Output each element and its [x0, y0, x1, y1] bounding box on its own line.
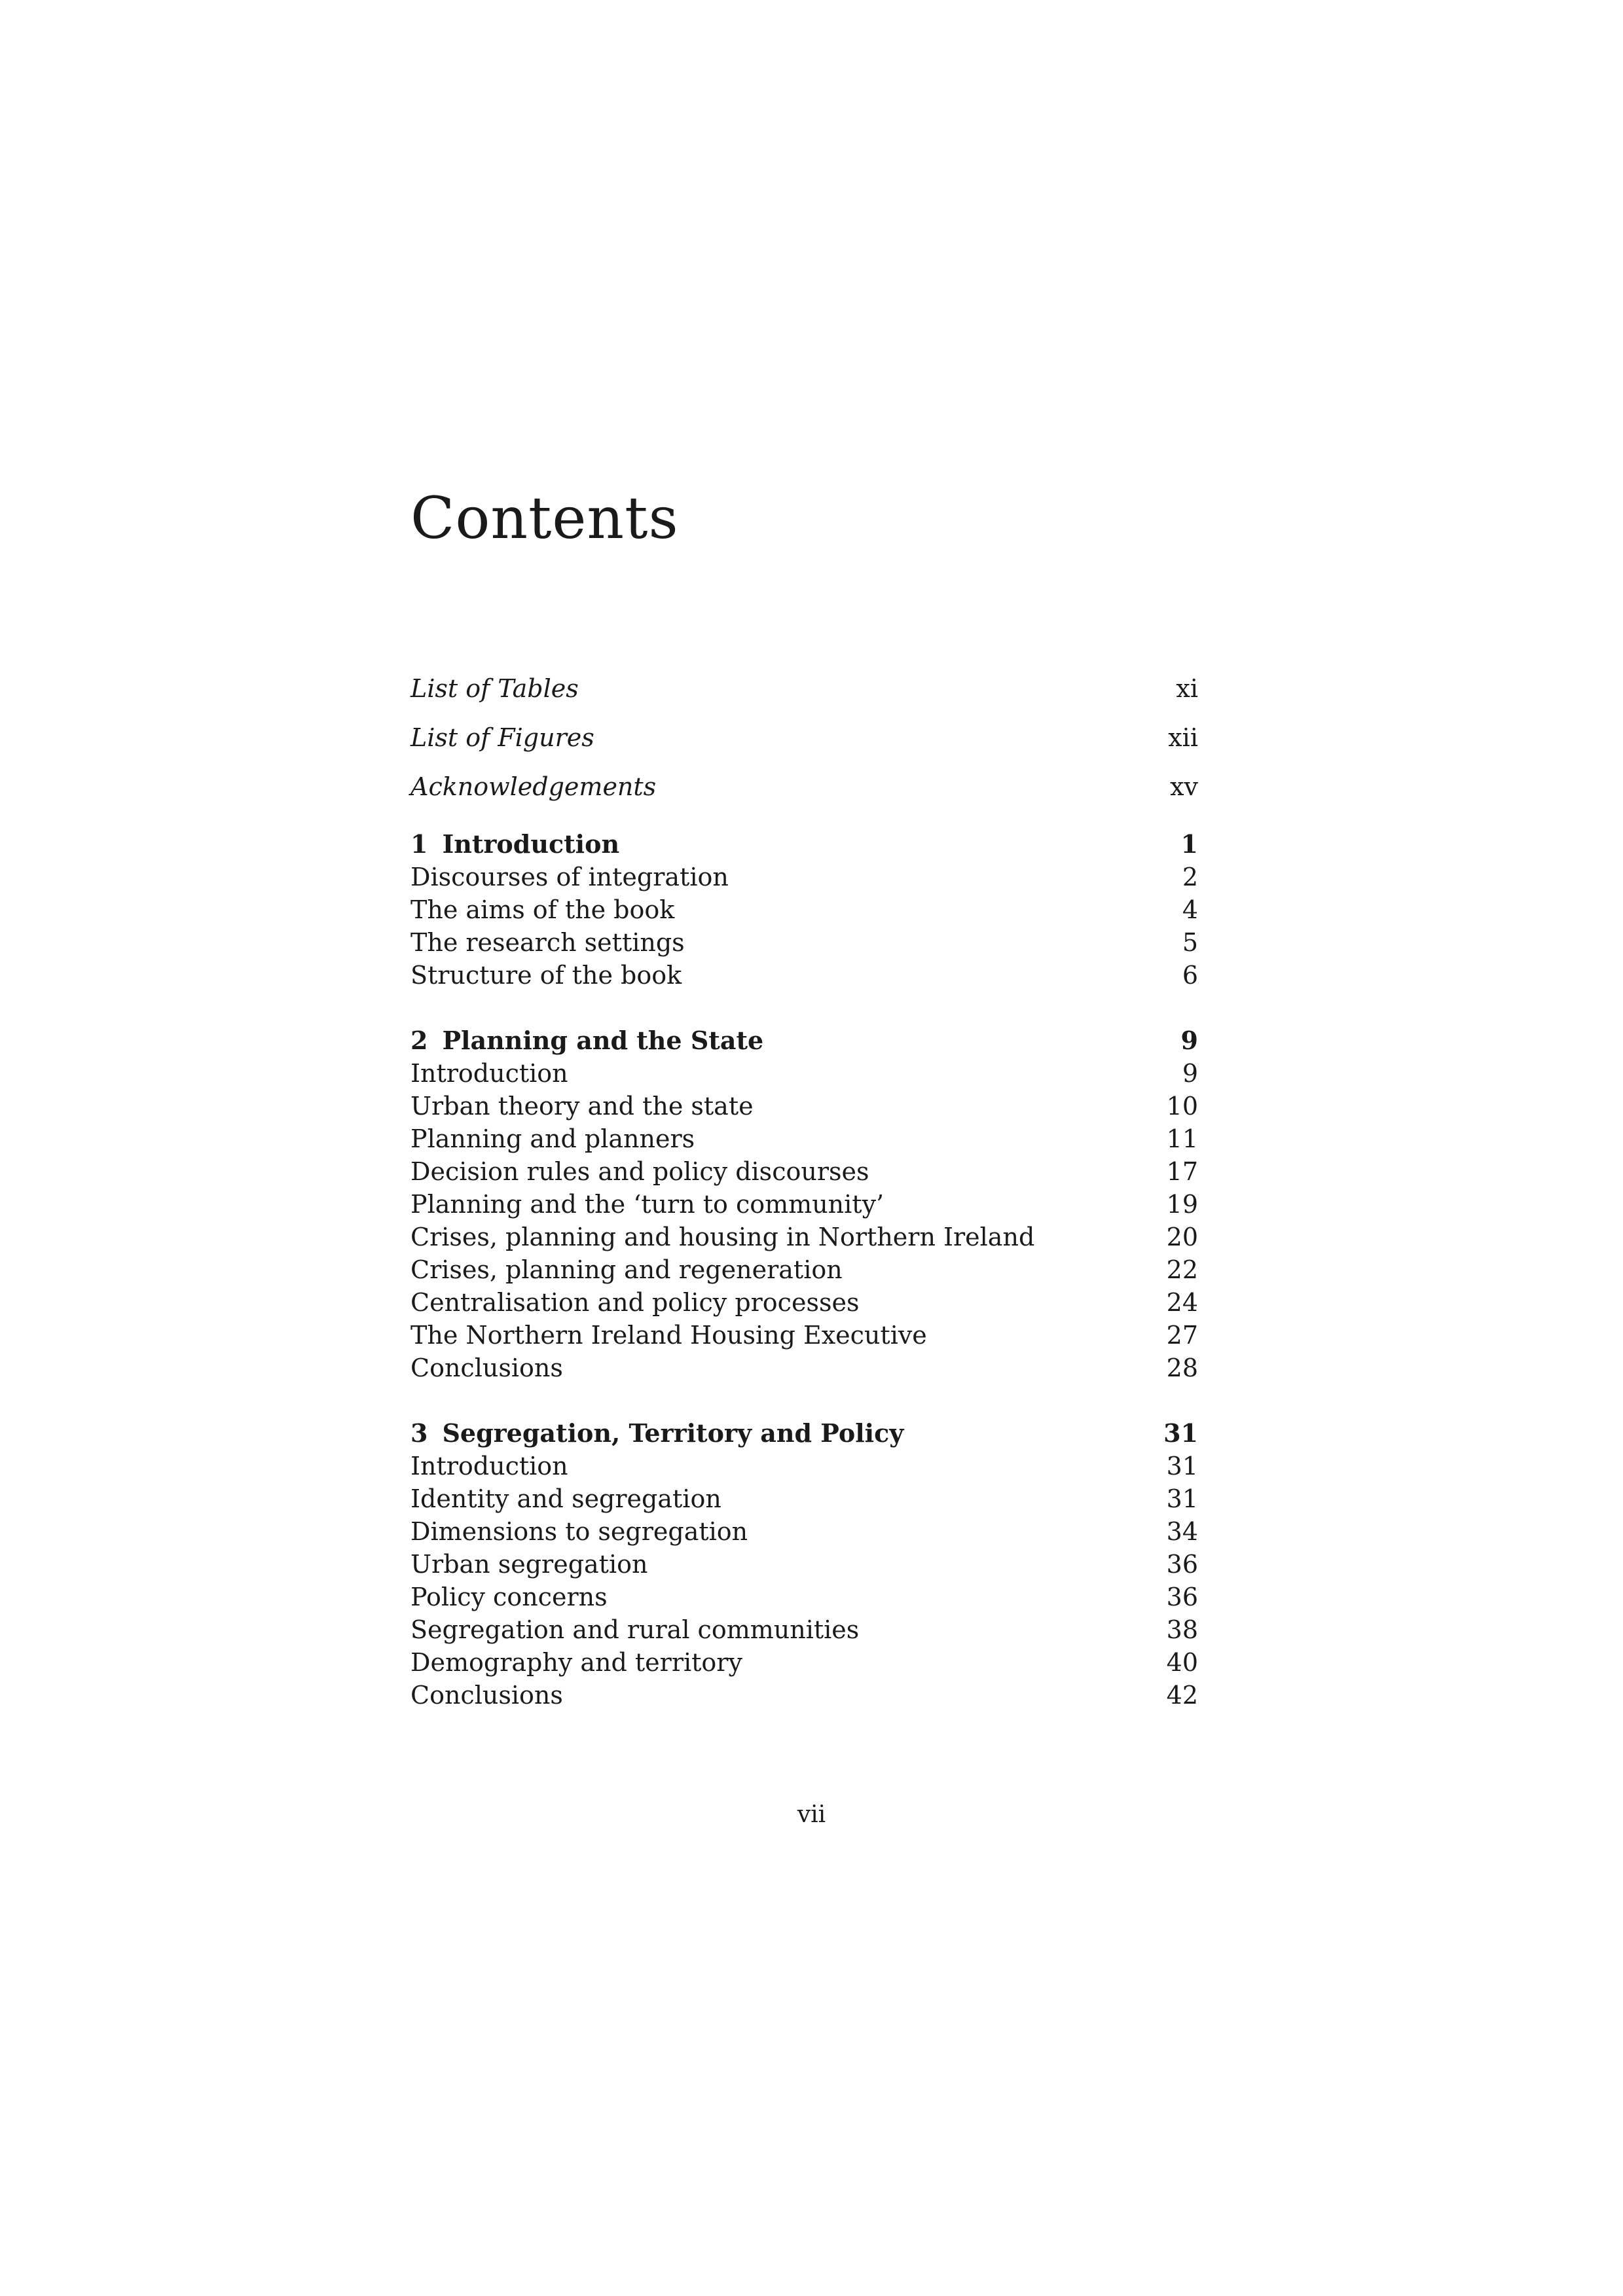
chapter-3-group [410, 1417, 1198, 1712]
section-page: 22 [1166, 1255, 1198, 1284]
section-entry[interactable] [410, 1581, 1198, 1613]
section-page: 2 [1182, 863, 1198, 891]
section-page: 36 [1166, 1583, 1198, 1611]
chapter-heading-1[interactable] [410, 828, 1198, 861]
page-title: Contents [410, 484, 679, 552]
section-title: The aims of the book [410, 895, 675, 924]
chapter-title [410, 1417, 903, 1450]
section-page: 10 [1166, 1092, 1198, 1121]
toc-entry-acknowledgements[interactable] [410, 762, 1198, 812]
section-entry[interactable] [410, 1122, 1198, 1155]
section-page: 6 [1182, 961, 1198, 990]
section-entry[interactable] [410, 1090, 1198, 1122]
section-entry[interactable] [410, 1515, 1198, 1548]
section-title: Conclusions [410, 1354, 563, 1382]
section-page: 5 [1182, 928, 1198, 957]
section-title: Demography and territory [410, 1648, 742, 1677]
chapter-heading-3[interactable] [410, 1417, 1198, 1450]
section-entry[interactable] [410, 1253, 1198, 1286]
chapter-page: 1 [1180, 829, 1198, 859]
section-entry[interactable] [410, 1188, 1198, 1221]
section-title: The research settings [410, 928, 685, 957]
toc-entry-page: xi [1176, 674, 1198, 703]
section-entry[interactable] [410, 861, 1198, 893]
section-page: 19 [1166, 1190, 1198, 1219]
section-title: Urban segregation [410, 1550, 648, 1579]
section-page: 9 [1182, 1059, 1198, 1088]
section-entry[interactable] [410, 959, 1198, 992]
section-entry[interactable] [410, 1155, 1198, 1188]
section-title: Planning and planners [410, 1124, 695, 1153]
section-entry[interactable] [410, 1286, 1198, 1319]
section-entry[interactable] [410, 1450, 1198, 1482]
section-entry[interactable] [410, 1482, 1198, 1515]
toc-entry-title: List of Figures [410, 723, 594, 752]
chapter-number: 3 [410, 1418, 428, 1448]
section-entry[interactable] [410, 1057, 1198, 1090]
section-page: 31 [1166, 1484, 1198, 1513]
section-page: 27 [1166, 1321, 1198, 1350]
section-page: 40 [1166, 1648, 1198, 1677]
section-page: 34 [1166, 1517, 1198, 1546]
section-title: Introduction [410, 1059, 568, 1088]
section-entry[interactable] [410, 1679, 1198, 1712]
section-page: 36 [1166, 1550, 1198, 1579]
section-title: Structure of the book [410, 961, 682, 990]
section-page: 31 [1166, 1452, 1198, 1480]
section-entry[interactable] [410, 1613, 1198, 1646]
front-matter-list [410, 664, 1198, 812]
toc-entry-page: xii [1168, 723, 1198, 752]
section-page: 24 [1166, 1288, 1198, 1317]
section-page: 28 [1166, 1354, 1198, 1382]
chapter-title-text: Introduction [442, 829, 620, 859]
toc-entry-list-of-tables[interactable] [410, 664, 1198, 713]
section-title: Conclusions [410, 1681, 563, 1710]
toc-entry-title: Acknowledgements [410, 772, 657, 801]
section-page: 20 [1166, 1223, 1198, 1251]
section-title: Planning and the ‘turn to community’ [410, 1190, 884, 1219]
chapter-title [410, 1024, 763, 1057]
section-title: Crises, planning and regeneration [410, 1255, 843, 1284]
chapter-title [410, 828, 619, 861]
chapter-number: 1 [410, 829, 428, 859]
chapter-page: 31 [1163, 1418, 1198, 1448]
section-page: 38 [1166, 1615, 1198, 1644]
section-entry[interactable] [410, 1319, 1198, 1352]
section-title: Policy concerns [410, 1583, 608, 1611]
section-entry[interactable] [410, 1548, 1198, 1581]
chapter-1-group [410, 828, 1198, 992]
section-entry[interactable] [410, 926, 1198, 959]
chapter-2-group [410, 1024, 1198, 1384]
section-title: Crises, planning and housing in Northern Ireland [410, 1223, 1035, 1251]
section-title: Discourses of integration [410, 863, 729, 891]
section-page: 11 [1166, 1124, 1198, 1153]
section-title: Identity and segregation [410, 1484, 721, 1513]
page-number: vii [797, 1801, 826, 1828]
section-entry[interactable] [410, 1646, 1198, 1679]
section-entry[interactable] [410, 1221, 1198, 1253]
section-title: Decision rules and policy discourses [410, 1157, 869, 1186]
section-entry[interactable] [410, 893, 1198, 926]
section-page: 42 [1166, 1681, 1198, 1710]
section-page: 17 [1166, 1157, 1198, 1186]
table-of-contents [410, 664, 1198, 1712]
toc-entry-title: List of Tables [410, 674, 579, 703]
section-title: Segregation and rural communities [410, 1615, 860, 1644]
chapter-number: 2 [410, 1026, 428, 1055]
section-title: Urban theory and the state [410, 1092, 754, 1121]
chapter-page: 9 [1180, 1026, 1198, 1055]
section-title: The Northern Ireland Housing Executive [410, 1321, 927, 1350]
section-page: 4 [1182, 895, 1198, 924]
chapter-title-text: Planning and the State [442, 1026, 764, 1055]
section-title: Centralisation and policy processes [410, 1288, 860, 1317]
chapter-title-text: Segregation, Territory and Policy [442, 1418, 904, 1448]
chapter-heading-2[interactable] [410, 1024, 1198, 1057]
toc-entry-list-of-figures[interactable] [410, 713, 1198, 762]
section-title: Introduction [410, 1452, 568, 1480]
toc-entry-page: xv [1170, 772, 1198, 801]
section-title: Dimensions to segregation [410, 1517, 748, 1546]
section-entry[interactable] [410, 1352, 1198, 1384]
